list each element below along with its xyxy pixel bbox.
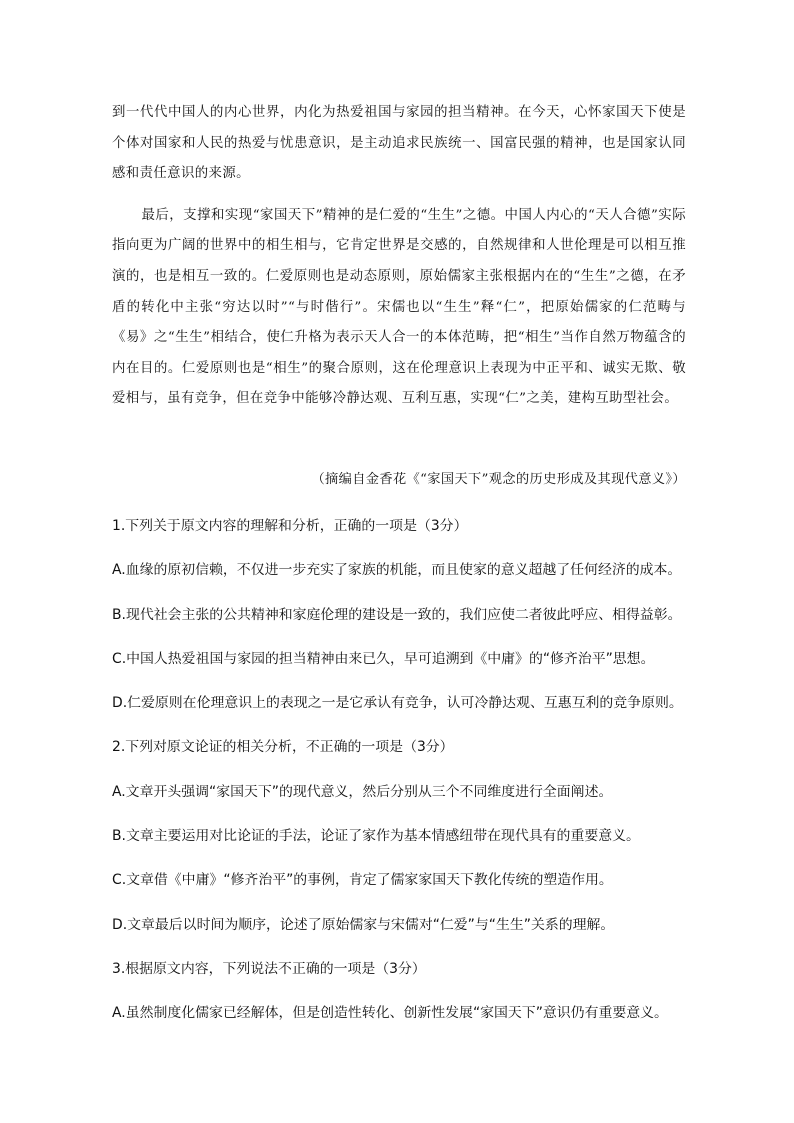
question-1-option-b: B.现代社会主张的公共精神和家庭伦理的建设是一致的，我们应使二者彼此呼应、相得益彰。 <box>112 606 682 623</box>
source-citation: （摘编自金香花《“家国天下”观念的历史形成及其现代意义》） <box>311 472 686 487</box>
question-3-option-a: A.虽然制度化儒家已经解体，但是创造性转化、创新性发展“家国天下”意识仍有重要意义。 <box>112 1005 668 1022</box>
question-2-option-a: A.文章开头强调“家国天下”的现代意义，然后分别从三个不同维度进行全面阐述。 <box>112 783 613 800</box>
question-2-stem: 2.下列对原文论证的相关分析，不正确的一项是（3分） <box>112 739 454 756</box>
passage-paragraph-2: 最后，支撑和实现“家国天下”精神的是仁爱的“生生”之德。中国人内心的“天人合德”实际指向更为广阔的世界中的相生相与，它肯定世界是交感的，自然规律和人世伦理是可以相互推演的，也是相互一致的。仁爱原则也是动态原则，原始儒家主张根据内在的“生生”之德，在矛盾的转化中主张“穷达以时”“与时偕行”。宋儒也以“生生”释“仁”，把原始儒家的仁范畴与《易》之“生生”相结合，使仁升格为表示天人合一的本体范畴，把“相生”当作自然万物蕴含的内在目的。仁爱原则也是“相生”的聚合原则，这在伦理意识上表现为中正平和、诚实无欺、敬爱相与，虽有竞争，但在竞争中能够冷静达观、互利互惠，实现“仁”之美，建构互助型社会。 <box>112 207 686 407</box>
article-passage <box>112 98 686 415</box>
question-1-stem: 1.下列关于原文内容的理解和分析，正确的一项是（3分） <box>112 518 468 534</box>
passage-paragraph-1: 到一代代中国人的内心世界，内化为热爱祖国与家园的担当精神。在今天，心怀家国天下使是个体对国家和人民的热爱与忧患意识，是主动追求民族统一、国富民强的精神，也是国家认同感和责任意识的来源。 <box>112 105 686 182</box>
question-3-stem: 3.根据原文内容，下列说法不正确的一项是（3分） <box>112 960 426 977</box>
question-list <box>112 516 692 1048</box>
question-2-option-b: B.文章主要运用对比论证的手法，论证了家作为基本情感纽带在现代具有的重要意义。 <box>112 828 640 845</box>
question-2-option-d: D.文章最后以时间为顺序，论述了原始儒家与宋儒对“仁爱”与“生生”关系的理解。 <box>112 916 615 933</box>
question-1-option-d: D.仁爱原则在伦理意识上的表现之一是它承认有竞争，认可冷静达观、互惠互利的竞争原则。 <box>112 695 683 712</box>
question-1-option-c: C.中国人热爱祖国与家园的担当精神由来已久，早可追溯到《中庸》的“修齐治平”思想。 <box>112 650 655 667</box>
question-2-option-c: C.文章借《中庸》“修齐治平”的事例，肯定了儒家家国天下教化传统的塑造作用。 <box>112 872 613 889</box>
question-1-option-a: A.血缘的原初信赖，不仅进一步充实了家族的机能，而且使家的意义超越了任何经济的成本。 <box>112 562 682 579</box>
